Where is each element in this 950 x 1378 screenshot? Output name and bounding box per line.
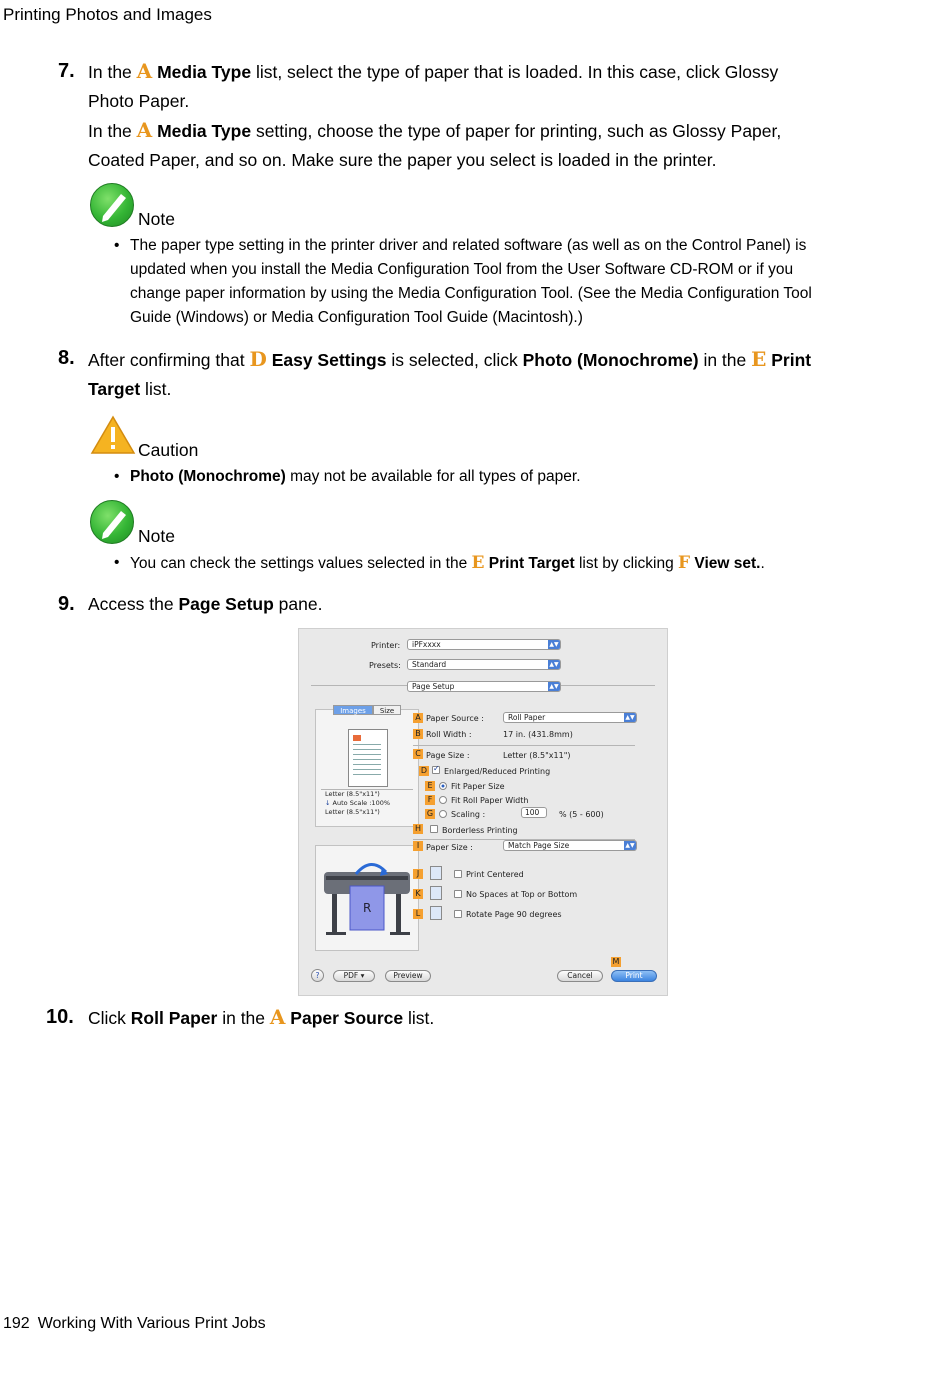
callout-tag-h: H (414, 824, 421, 833)
presets-select[interactable]: Standard ▲▼ (407, 659, 561, 670)
callout-tag-d: D (420, 766, 428, 775)
paper-source-label: Paper Source : (426, 714, 484, 723)
borderless-printing-label: Borderless Printing (442, 826, 518, 835)
step-8-number: 8. (58, 347, 75, 369)
note-title: Note (138, 526, 175, 546)
scaling-range: % (5 - 600) (559, 810, 604, 819)
printer-select[interactable]: iPFxxxx ▲▼ (407, 639, 561, 650)
callout-letter-e: E (471, 553, 485, 573)
preview-scale: ↓ Auto Scale :100% (325, 799, 391, 807)
note-icon (90, 500, 134, 544)
tab-size[interactable]: Size (373, 705, 401, 715)
callout-letter-a: A (269, 1005, 286, 1029)
preview-page-size: Letter (8.5"x11") (325, 808, 380, 816)
tab-images[interactable]: Images (333, 705, 373, 715)
fit-paper-size-radio[interactable] (439, 782, 447, 790)
roll-width-value: 17 in. (431.8mm) (503, 730, 573, 739)
rotate-page-icon (430, 906, 442, 920)
step-10-text: Click Roll Paper in the A Paper Source list. (88, 1005, 435, 1029)
page-number: 192 (3, 1315, 30, 1332)
fit-roll-paper-width-label: Fit Roll Paper Width (451, 796, 529, 805)
callout-tag-j: J (413, 869, 423, 879)
step-10-number: 10. (46, 1006, 74, 1028)
step-9-number: 9. (58, 593, 75, 615)
callout-letter-d: D (249, 347, 267, 371)
print-button[interactable]: Print (611, 970, 657, 982)
no-spaces-checkbox[interactable] (454, 890, 462, 898)
footer-title: Working With Various Print Jobs (37, 1315, 266, 1332)
step-7-number: 7. (58, 60, 75, 82)
rotate-page-checkbox[interactable] (454, 910, 462, 918)
note-icon (90, 183, 134, 227)
caution-title: Caution (138, 440, 199, 460)
roll-width-label: Roll Width : (426, 730, 472, 739)
note-title: Note (138, 209, 175, 229)
fit-roll-paper-width-radio[interactable] (439, 796, 447, 804)
page-preview-thumbnail (348, 729, 388, 787)
printer-label: Printer: (371, 641, 401, 650)
callout-tag-m: M (612, 957, 620, 966)
pane-select[interactable]: Page Setup ▲▼ (407, 681, 561, 692)
cancel-button[interactable]: Cancel (557, 970, 603, 982)
enlarged-reduced-checkbox[interactable] (432, 766, 440, 774)
callout-tag-f: F (425, 795, 435, 805)
presets-label: Presets: (369, 661, 401, 670)
preview-button[interactable]: Preview (385, 970, 431, 982)
running-footer (3, 1315, 266, 1333)
enlarged-reduced-label: Enlarged/Reduced Printing (444, 767, 551, 776)
page-size-label: Page Size : (426, 751, 470, 760)
callout-tag-b: B (413, 729, 423, 739)
callout-letter-f: F (678, 553, 691, 573)
note-bullet: • You can check the settings values selected in the E Print Target list by clicking F View set.. (114, 553, 765, 573)
paper-size-select[interactable]: Match Page Size ▲▼ (503, 840, 637, 851)
callout-letter-a: A (136, 59, 153, 83)
scaling-input[interactable]: 100 (521, 807, 547, 818)
callout-tag-i: I (413, 841, 423, 851)
paper-size-label: Paper Size : (426, 843, 473, 852)
fit-paper-size-label: Fit Paper Size (451, 782, 505, 791)
page-setup-dialog-screenshot (298, 628, 668, 996)
caution-bullet: • Photo (Monochrome) may not be available for all types of paper. (114, 468, 581, 485)
rotate-page-label: Rotate Page 90 degrees (466, 910, 562, 919)
callout-letter-e: E (751, 347, 767, 371)
callout-tag-c: C (413, 749, 423, 759)
running-header: Printing Photos and Images (3, 5, 212, 24)
page-size-value: Letter (8.5"x11") (503, 751, 571, 760)
callout-tag-a: A (413, 713, 423, 723)
callout-letter-a: A (136, 118, 153, 142)
callout-tag-e: E (425, 781, 435, 791)
printer-illustration-panel (315, 845, 419, 951)
print-centered-label: Print Centered (466, 870, 524, 879)
step-7-text: In the A Media Type list, select the type of paper that is loaded. In this case, click Glossy Photo Paper. In the A Media Type setting, choose the type of paper for printing, such as Glossy Paper, Coated Paper, and so on. Make sure the paper you select is loaded in the printer. (88, 59, 782, 170)
callout-tag-k: K (413, 889, 423, 899)
scaling-radio[interactable] (439, 810, 447, 818)
print-centered-checkbox[interactable] (454, 870, 462, 878)
pdf-button[interactable]: PDF ▾ (333, 970, 375, 982)
step-8-text: After confirming that D Easy Settings is selected, click Photo (Monochrome) in the E Print Target list. (88, 347, 812, 399)
paper-source-select[interactable]: Roll Paper ▲▼ (503, 712, 637, 723)
print-centered-icon (430, 866, 442, 880)
no-spaces-label: No Spaces at Top or Bottom (466, 890, 578, 899)
callout-tag-g: G (426, 809, 434, 818)
note-bullet: • The paper type setting in the printer driver and related software (as well as on the Control Panel) is updated when you install the Media Configuration Tool from the User Software CD-ROM or if you change paper information by using the Media Configuration Tool. (See the Media Configuration Tool Guide (Windows) or Media Configuration Tool Guide (Macintosh).) (114, 237, 812, 326)
help-button[interactable]: ? (311, 969, 324, 982)
no-spaces-icon (430, 886, 442, 900)
callout-tag-l: L (413, 909, 423, 919)
preview-media-size: Letter (8.5"x11") (325, 790, 380, 798)
step-9-text: Access the Page Setup pane. (88, 594, 323, 614)
scaling-label: Scaling : (451, 810, 486, 819)
svg-text:R: R (363, 901, 372, 915)
caution-icon (90, 415, 136, 455)
borderless-printing-checkbox[interactable] (430, 825, 438, 833)
